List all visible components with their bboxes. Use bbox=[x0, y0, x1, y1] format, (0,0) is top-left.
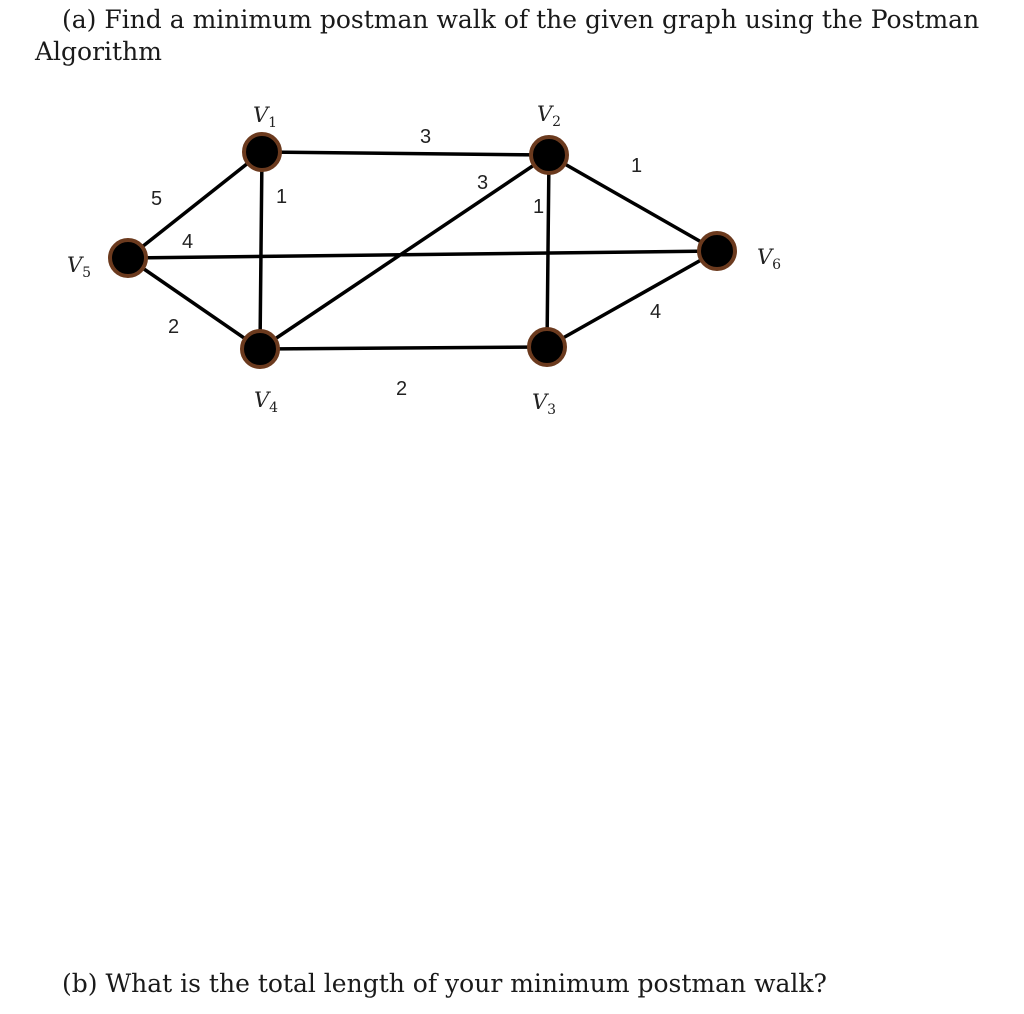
weight-v5-v6: 4 bbox=[182, 231, 194, 253]
weight-v4-v2: 3 bbox=[477, 172, 489, 194]
vertex-label-v6: $V_6$ bbox=[757, 245, 782, 273]
question-a-text-continued: Algorithm bbox=[35, 37, 162, 66]
edge-v2-v3 bbox=[547, 155, 549, 347]
vertex-v3 bbox=[529, 329, 565, 365]
edge-v3-v6 bbox=[547, 251, 717, 347]
vertex-label-v4: $V_4$ bbox=[254, 388, 279, 416]
vertex-v5 bbox=[110, 240, 146, 276]
vertex-label-v2: $V_2$ bbox=[537, 102, 562, 130]
edge-v1-v2 bbox=[262, 152, 549, 155]
vertex-v6 bbox=[699, 233, 735, 269]
weight-v4-v3: 2 bbox=[396, 378, 408, 400]
edge-v5-v6 bbox=[128, 251, 717, 258]
question-b-text: (b) What is the total length of your minimum postman walk? bbox=[62, 969, 827, 998]
question-a-text: (a) Find a minimum postman walk of the given graph using the Postman bbox=[62, 5, 980, 34]
weight-v2-v6: 1 bbox=[631, 155, 643, 177]
edge-v5-v1 bbox=[128, 152, 262, 258]
weight-v1-v2: 3 bbox=[420, 126, 432, 148]
edge-v5-v4 bbox=[128, 258, 260, 349]
vertex-label-v5: $V_5$ bbox=[67, 253, 92, 281]
weight-v1-v4: 1 bbox=[276, 186, 288, 208]
weight-v5-v1: 5 bbox=[151, 188, 163, 210]
vertex-v4 bbox=[242, 331, 278, 367]
edge-v1-v4 bbox=[260, 152, 262, 349]
vertex-v1 bbox=[244, 134, 280, 170]
weight-v5-v4: 2 bbox=[168, 316, 180, 338]
weight-v3-v6: 4 bbox=[650, 301, 662, 323]
vertex-v2 bbox=[531, 137, 567, 173]
vertex-label-v3: $V_3$ bbox=[532, 390, 557, 418]
vertex-label-v1: $V_1$ bbox=[253, 103, 278, 131]
edge-v4-v3 bbox=[260, 347, 547, 349]
weight-v2-v3: 1 bbox=[533, 196, 545, 218]
